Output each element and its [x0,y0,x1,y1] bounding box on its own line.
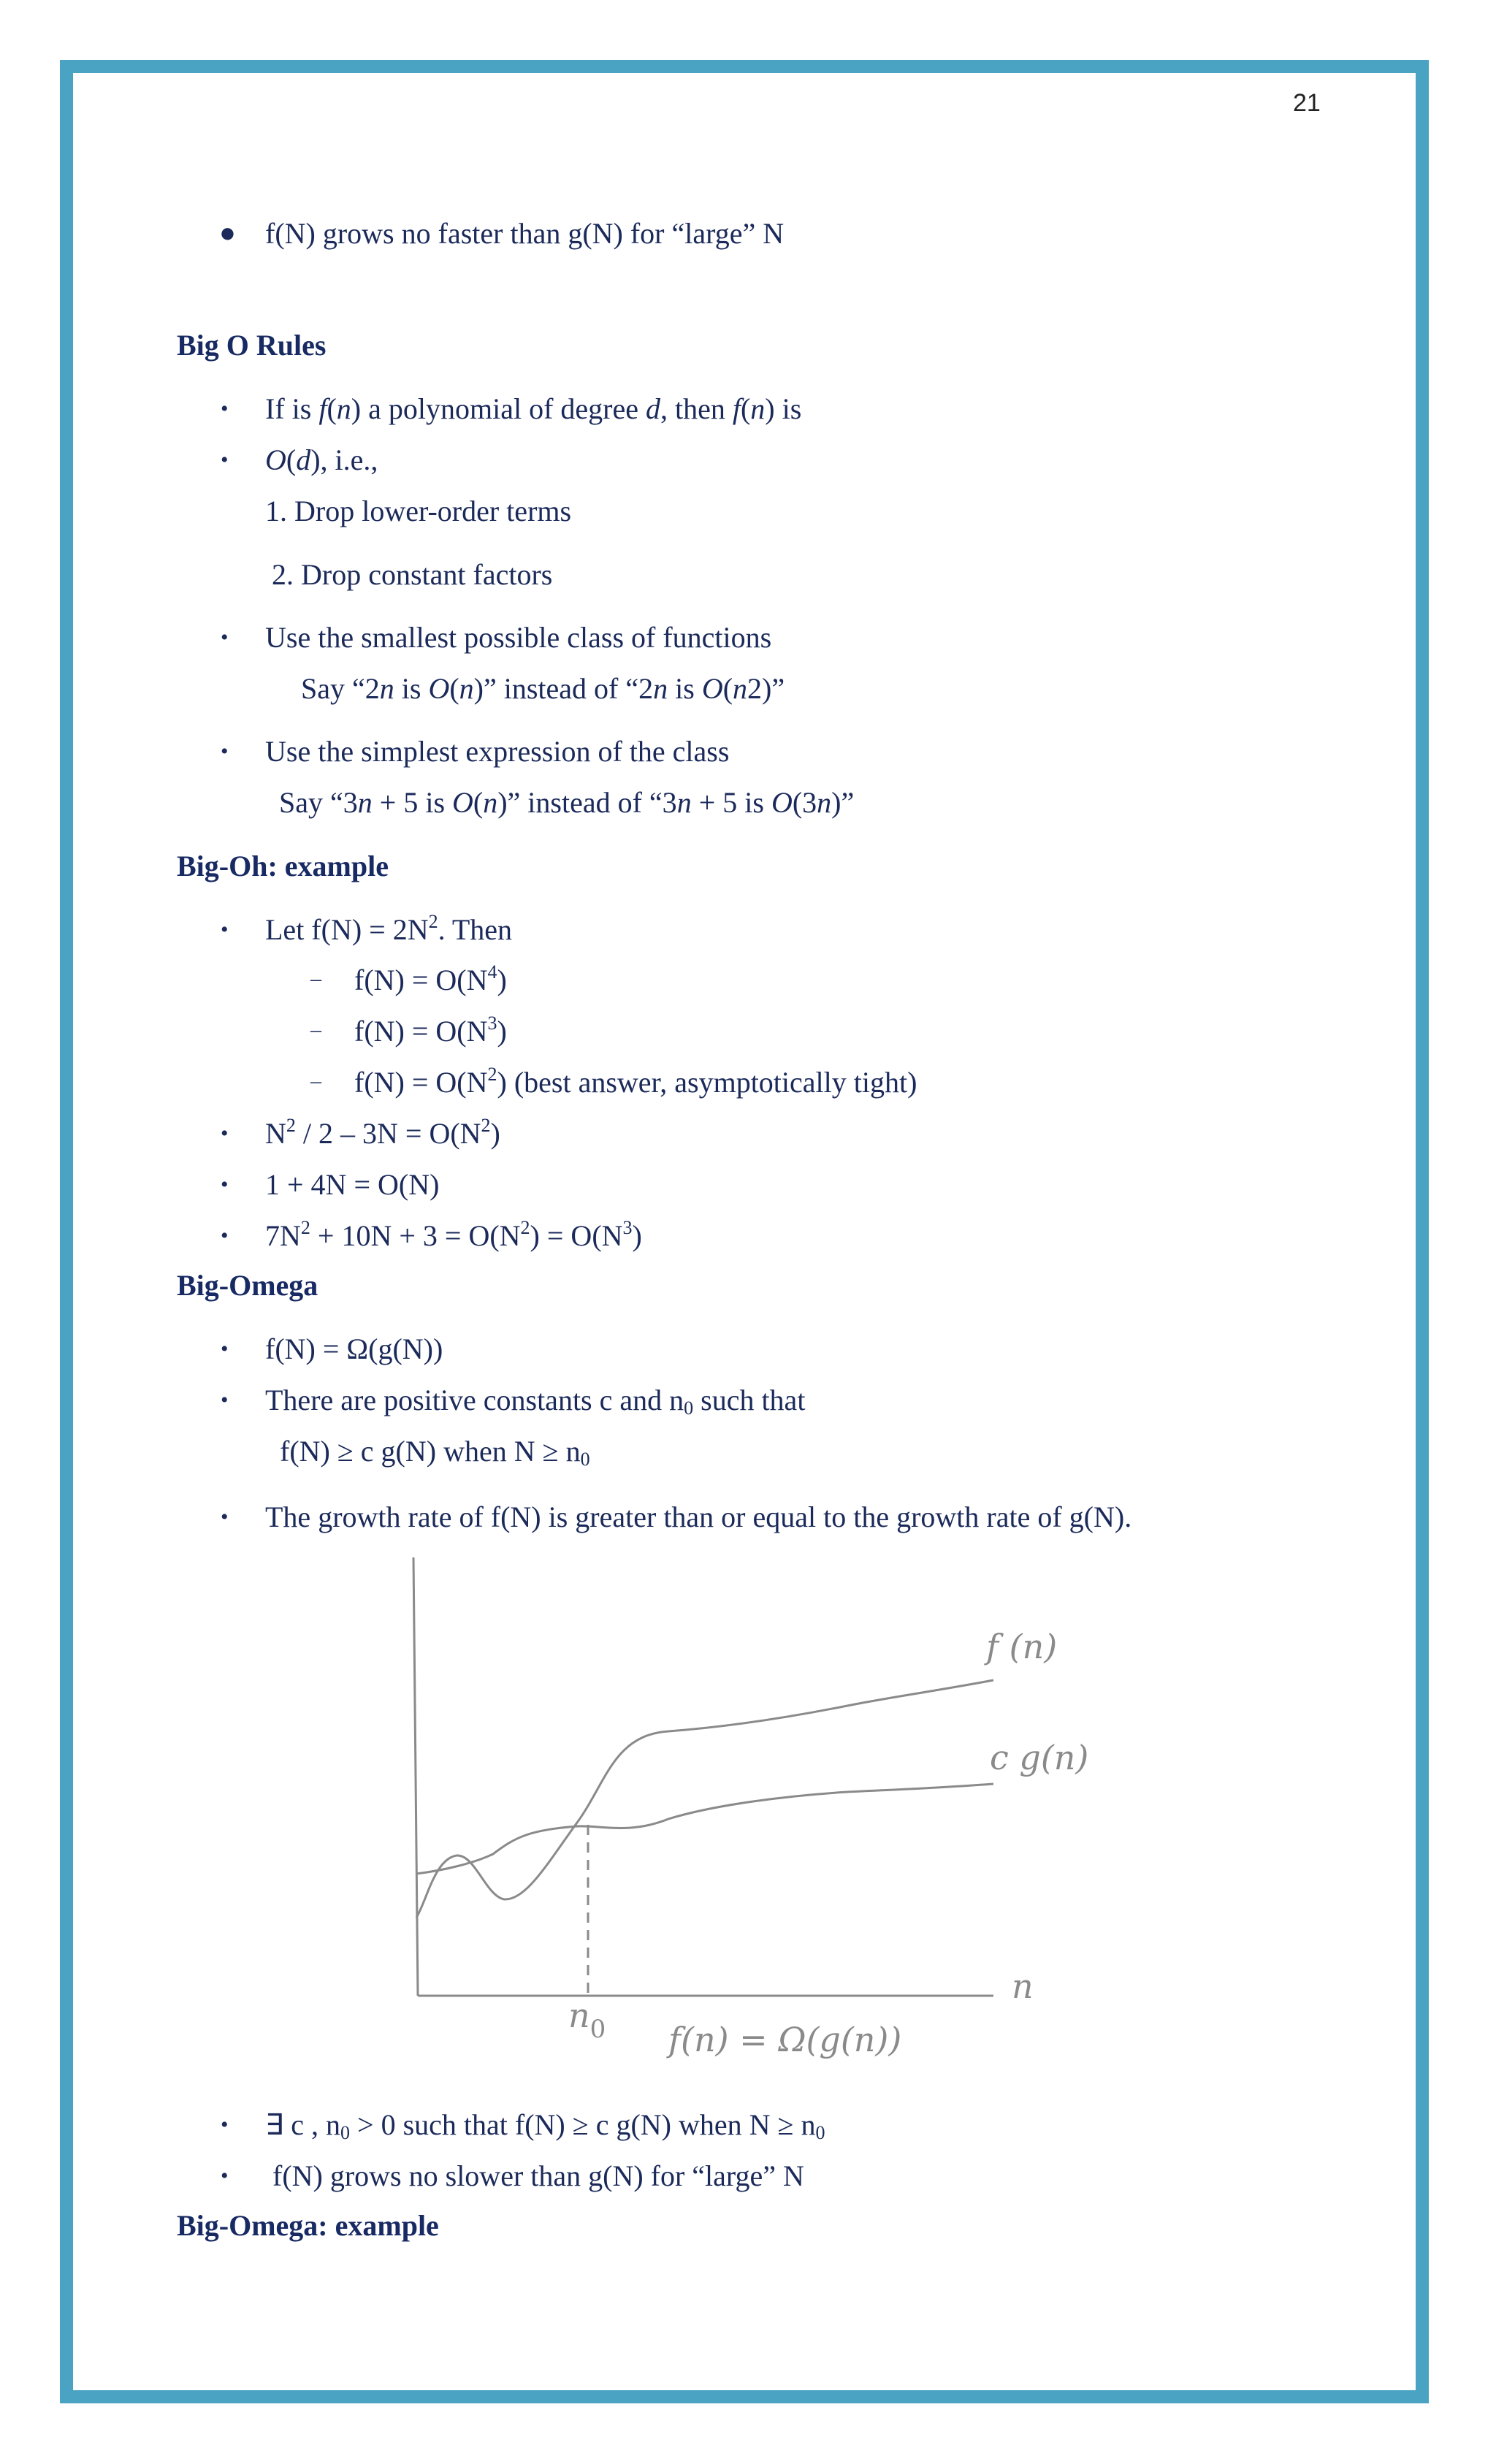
bullet-dot: • [221,1337,229,1361]
big-omega-graph [336,1549,1125,2075]
say-example-2: Say “3n + 5 is O(n)” instead of “3n + 5 is O(3n)” [279,786,855,819]
bullet-dot: • [221,1224,229,1248]
f-o-n4: $f(N) = O(N^4)$ [354,961,507,996]
label-c-g-n: c g(n) [990,1738,1089,1777]
n2-half-example: $N^2 / 2 - 3N = O(N^2)$ [265,1115,500,1150]
bullet-dot: • [221,2164,229,2188]
f-o-n2-tight: $f(N) = O(N^2)$ (best answer, asymptotically tight) [354,1064,917,1099]
bullet-dot: • [221,2113,229,2137]
rule-od-text: O(d), i.e., [265,443,378,476]
label-n0: $n_0$ [568,1996,606,2044]
bullet-dot: • [221,739,229,763]
bullet-dot: • [221,1121,229,1145]
intro-bullet-text: f(N) grows no faster than g(N) for “large” N [265,217,785,250]
omega-constants-text: There are positive constants c and $n_0$ such that [265,1384,806,1419]
bullet-dot: • [221,1172,229,1197]
label-n-axis: n [1012,1967,1034,2006]
dash-marker: – [310,966,321,991]
big-omega-figure [336,1549,1125,2075]
rule-simplest-expression: Use the simplest expression of the class [265,735,730,768]
big-o-rules-heading: Big O Rules [177,329,327,362]
label-n0-subscript: 0 [589,2015,606,2044]
exists-c-n0: ∃ c , $n_0 > 0$ such that f(N) ≥ c g(N) when $N \ge n_0$ [265,2108,825,2143]
dash-marker: – [310,1069,321,1093]
bullet-dot: • [221,1505,229,1529]
rule-smallest-class: Use the smallest possible class of functions [265,621,772,654]
one-plus-4n-example: 1 + 4N = O(N) [265,1168,440,1201]
bullet-dot: • [221,448,229,472]
grows-no-slower: f(N) grows no slower than g(N) for “large” N [265,2159,804,2192]
bullet-dot: • [221,397,229,421]
omega-condition: f(N) ≥ c g(N) when $N \ge n_0$ [280,1435,590,1470]
dash-marker: – [310,1018,321,1042]
big-omega-heading: Big-Omega [177,1269,318,1302]
bullet-dot: • [221,918,229,942]
graph-labels [568,1627,1088,2059]
rule-polynomial-text: If is f(n) a polynomial of degree d, then f(n) is [265,392,802,425]
seven-n2-example: $7N^2 + 10N + 3 = O(N^2) = O(N^3)$ [265,1217,642,1252]
c-g-n-curve [416,1784,993,1874]
graph-strokes [413,1557,993,1996]
let-f-text: Let $f(N) = 2N^2$. Then [265,911,513,946]
step-drop-constant: 2. Drop constant factors [272,558,553,591]
y-axis [413,1557,418,1996]
step-drop-lower-order: 1. Drop lower-order terms [265,495,572,527]
page-number: 21 [1293,89,1321,117]
bullet-dot: • [221,625,229,649]
say-example-1: Say “2n is O(n)” instead of “2n is O(n2)” [301,672,785,705]
omega-growth-rate: The growth rate of f(N) is greater than or equal to the growth rate of g(N). [265,1500,1132,1533]
label-f-n: f (n) [986,1627,1058,1666]
f-n-curve [416,1680,993,1918]
f-o-n3: $f(N) = O(N^3)$ [354,1012,507,1048]
omega-definition: f(N) = Ω(g(N)) [265,1332,443,1365]
figure-caption: f(n) = Ω(g(n)) [668,2020,902,2059]
bullet-dot: • [221,1388,229,1412]
big-oh-example-heading: Big-Oh: example [177,850,389,882]
big-omega-example-heading: Big-Omega: example [177,2209,439,2242]
bullet-dot: ● [219,218,236,248]
